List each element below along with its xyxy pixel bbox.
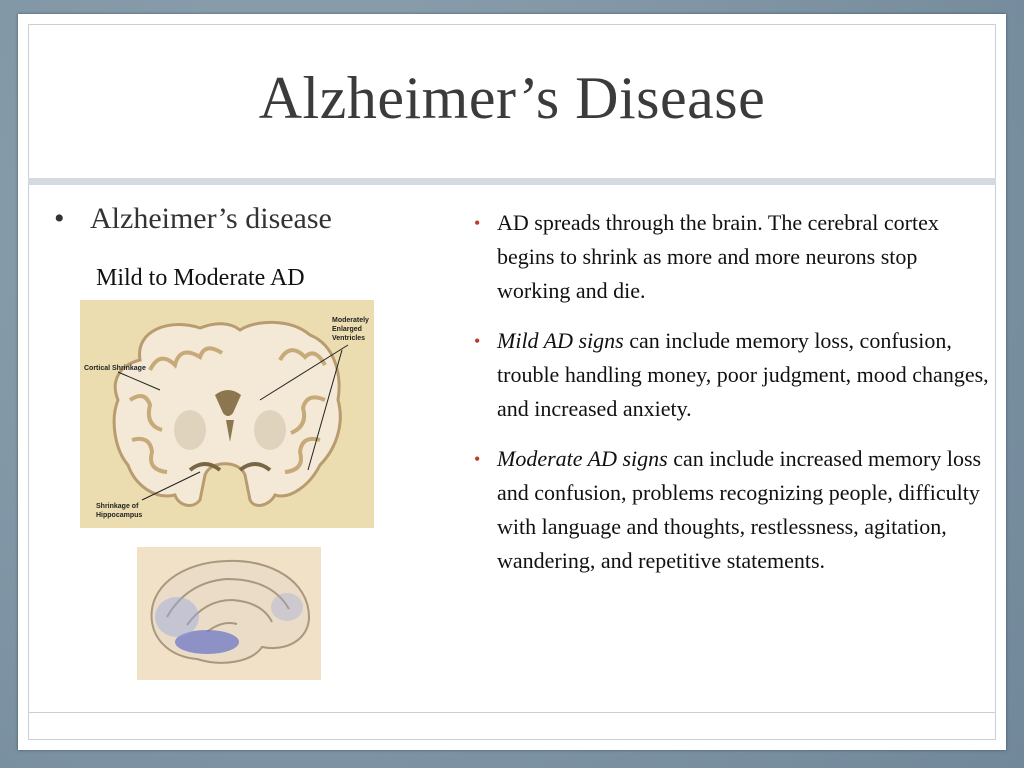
footer-divider [28, 712, 996, 713]
label-hippocampus-1: Shrinkage of [96, 503, 139, 510]
label-ventricles-3: Ventricles [332, 335, 366, 342]
figure-subheading: Mild to Moderate AD [96, 265, 305, 291]
right-bullet-item [470, 442, 990, 578]
bullet-text: can include increased memory loss and confusion, problems recognizing people, difficulty with language and thoughts, restlessness, agitation, wandering, and repetitive statements. [497, 446, 982, 573]
title-divider [28, 178, 996, 185]
brain-coronal-section-image [80, 300, 374, 528]
bullet-dot: • [474, 449, 481, 469]
right-column [470, 206, 990, 594]
bullet-italic-lead: Mild AD signs [497, 328, 624, 353]
right-bullet-list [470, 206, 990, 578]
bullet-text: can include memory loss, confusion, trouble handling money, poor judgment, mood changes, and increased anxiety. [497, 328, 989, 421]
slide-title: Alzheimer’s Disease [258, 65, 766, 131]
label-cortical-shrinkage: Cortical Shrinkage [84, 365, 146, 372]
left-bullet-text: Alzheimer’s disease [90, 202, 332, 235]
right-bullet-item [470, 206, 990, 308]
left-bullet [54, 202, 332, 236]
bullet-dot: • [474, 331, 481, 351]
bullet-text: AD spreads through the brain. The cerebral cortex begins to shrink as more and more neurons stop working and die. [497, 210, 939, 303]
right-bullet-item [470, 324, 990, 426]
label-ventricles-2: Enlarged [332, 326, 362, 333]
bullet-italic-lead: Moderate AD signs [497, 446, 668, 471]
label-hippocampus-2: Hippocampus [96, 512, 143, 519]
brain-sagittal-image [137, 547, 321, 680]
bullet-dot: • [54, 202, 65, 235]
bullet-dot: • [474, 213, 481, 233]
label-ventricles-1: Moderately [332, 317, 369, 324]
slide [18, 14, 1006, 750]
